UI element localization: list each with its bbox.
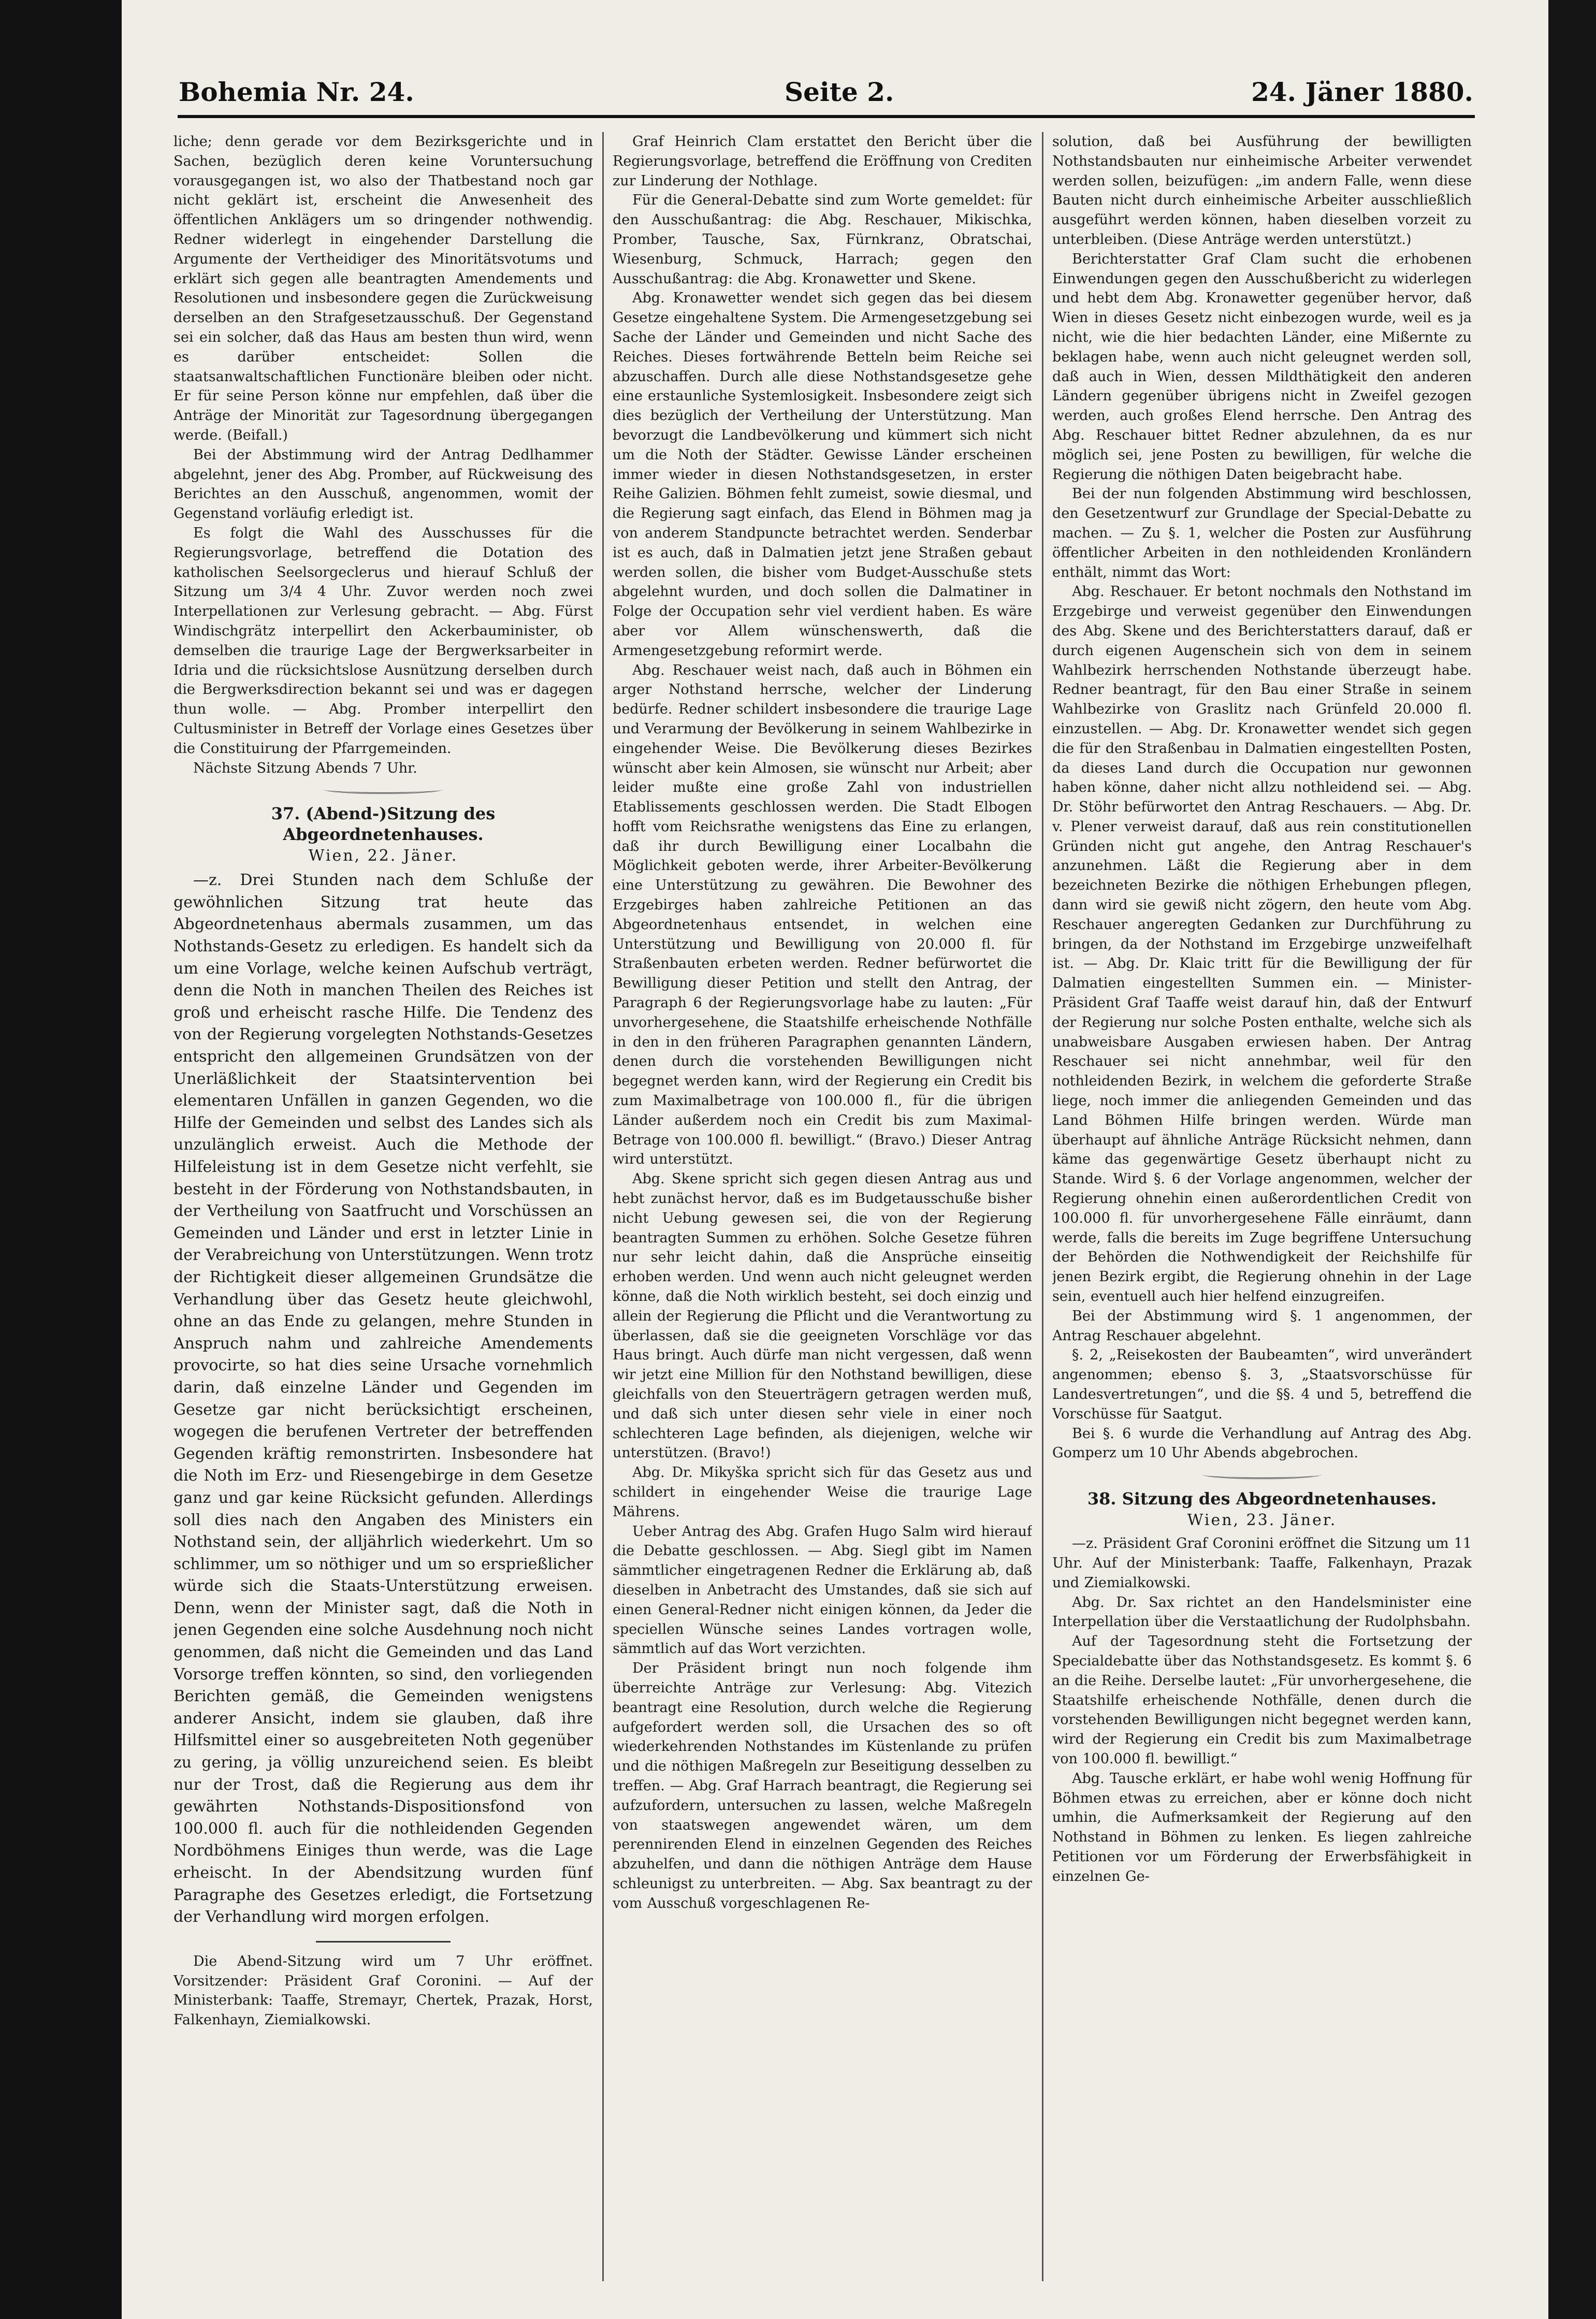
article-paragraph: Graf Heinrich Clam erstattet den Bericht über die Regierungsvorlage, betreffend die Eröffnung von Crediten zur Linderung der Nothlage.	[613, 134, 1032, 189]
column-1	[173, 132, 593, 2281]
section-divider	[1202, 1470, 1322, 1479]
article-paragraph: Berichterstatter Graf Clam sucht die erhobenen Einwendungen gegen den Ausschußbericht zu widerlegen und hebt dem Abg. Kronawetter gegenüber hervor, daß Wien in dieses Gesetz nicht einbezogen wurde, weil es ja nicht, wie die hier bedachten Länder, eine Mißernte zu beklagen habe, wenn auch nicht geleugnet werden soll, daß auch in Wien, dessen Mildthätigkeit den anderen Ländern gegenüber übrigens nicht in Zweifel gezogen werden, auch großes Elend herrsche. Den Antrag des Abg. Reschauer bittet Redner abzulehnen, da es nur möglich sei, jene Posten zu bewilligen, für welche die Regierung die nöthigen Daten beigebracht habe.	[1052, 251, 1472, 483]
section-divider	[324, 785, 443, 794]
article-paragraph: Abg. Skene spricht sich gegen diesen Antrag aus und hebt zunächst hervor, daß es im Budgetausschuße bisher nicht Uebung gewesen sei, die von der Regierung beantragten Summen zu erhöhen. Solche Gesetze führen nur sehr leicht dahin, daß die Ansprüche einseitig erhoben werden. Und wenn auch nicht geleugnet werden könne, daß die Noth wirklich besteht, sei doch einzig und allein der Regierung die Pflicht und die Verantwortung zu überlassen, daß sie die geeigneten Vorschläge vor das Haus bringt. Auch dürfe man nicht vergessen, daß wenn wir jetzt eine Million für den Nothstand bewilligen, diese gleichfalls von den Steuerträgern getragen werden muß, und daß sich unter diesen sehr viele in einer noch schlechteren Lage befinden, als diejenigen, welche wir unterstützen. (Bravo!)	[613, 1171, 1032, 1461]
article-paragraph: Abg. Reschauer. Er betont nochmals den Nothstand im Erzgebirge und verweist gegenüber den Einwendungen des Abg. Skene und des Berichterstatters darauf, daß er durch eigenen Augenschein sich von dem in seinem Wahlbezirk herrschenden Nothstande überzeugt habe. Redner beantragt, für den Bau einer Straße in seinem Wahlbezirke von Graslitz nach Grünfeld 20.000 fl. einzustellen. — Abg. Dr. Kronawetter wendet sich gegen die für den Straßenbau in Dalmatien eingestellten Posten, da dieses Land durch die Occupation nur gewonnen haben könne, daher nicht allzu nothleidend sei. — Abg. Dr. Stöhr befürwortet den Antrag Reschauers. — Abg. Dr. v. Plener verweist darauf, daß aus rein constitutionellen Gründen nicht gut angehe, den Antrag Reschauer's anzunehmen. Läßt die Regierung aber in dem bezeichneten Bezirke die nöthigen Erhebungen pflegen, dann wird sie gewiß nicht zögern, den heute vom Abg. Reschauer angeregten Gedanken zur Durchführung zu bringen, da der Nothstand im Erzgebirge unzweifelhaft ist. — Abg. Dr. Klaic tritt für die Bewilligung der für Dalmatien eingestellten Summen ein. — Minister-Präsident Graf Taaffe weist darauf hin, daß der Entwurf der Regierung nur solche Posten enthalte, welche sich als unabweisbare Ausgaben erwiesen haben. Der Antrag Reschauer sei nicht annehmbar, weil für den nothleidenden Bezirk, in welchem die geforderte Straße liege, noch immer die anliegenden Gemeinden und das Land Böhmen Hilfe bringen werden. Würde man überhaupt auf ähnliche Anträge Rücksicht nehmen, dann käme das gegenwärtige Gesetz überhaupt nicht zu Stande. Wird §. 6 der Vorlage angenommen, welcher der Regierung ohnehin einen außerordentlichen Credit von 100.000 fl. für unvorhergesehene Fälle einräumt, dann werde, falls die bereits im Zuge begriffene Untersuchung der Behörden die Nothwendigkeit der Reichshilfe für jenen Bezirk ergibt, die Regierung ohnehin in der Lage sein, eventuell auch hier helfend einzugreifen.	[1052, 584, 1472, 1305]
article-paragraph: Für die General-Debatte sind zum Worte gemeldet: für den Ausschußantrag: die Abg. Reschauer, Mikischka, Promber, Tausche, Sax, Fürnkranz, Obratschai, Wiesenburg, Schmuck, Harrach; gegen den Ausschußantrag: die Abg. Kronawetter und Skene.	[613, 192, 1032, 287]
column-3	[1052, 132, 1472, 2281]
article-paragraph: Nächste Sitzung Abends 7 Uhr.	[193, 760, 417, 776]
page-header	[179, 77, 1473, 118]
newspaper-page	[122, 0, 1548, 2319]
article-paragraph: Die Abend-Sitzung wird um 7 Uhr eröffnet. Vorsitzender: Präsident Graf Coronini. — Auf der Ministerbank: Taaffe, Stremayr, Chertek, Prazak, Horst, Falkenhayn, Ziemialkowski.	[173, 1953, 593, 2028]
article-paragraph: Bei §. 6 wurde die Verhandlung auf Antrag des Abg. Gomperz um 10 Uhr Abends abgebrochen.	[1052, 1425, 1472, 1461]
header-rule	[178, 115, 1475, 118]
article-paragraph: Bei der Abstimmung wird §. 1 angenommen, der Antrag Reschauer abgelehnt.	[1052, 1308, 1472, 1344]
section-title: 37. (Abend-)Sitzung des Abgeordnetenhauses.	[271, 804, 496, 845]
page-number: Seite 2.	[785, 77, 894, 107]
article-paragraph: Es folgt die Wahl des Ausschusses für die Regierungsvorlage, betreffend die Dotation des katholischen Seelsorgeclerus und hierauf Schluß der Sitzung um 3/4 4 Uhr. Zuvor werden noch zwei Interpellationen zur Verlesung gebracht. — Abg. Fürst Windischgrätz interpellirt den Ackerbauminister, ob demselben die traurige Lage der Bergwerksarbeiter in Idria und die rücksichtslose Ausnützung derselben durch die Bergwerksdirection bekannt sei und was er dagegen thun wolle. — Abg. Promber interpellirt den Cultusminister in Betreff der Vorlage eines Gesetzes über die Constituirung der Pfarrgemeinden.	[173, 525, 593, 757]
article-paragraph: §. 2, „Reisekosten der Baubeamten“, wird unverändert angenommen; ebenso §. 3, „Staatsvorschüsse für Landesvertretungen“, und die §§. 4 und 5, betreffend die Vorschüsse für Saatgut.	[1052, 1347, 1472, 1422]
column-divider	[602, 132, 604, 2281]
article-paragraph: Abg. Dr. Sax richtet an den Handelsminister eine Interpellation über die Verstaatlichung der Rudolphsbahn.	[1052, 1594, 1472, 1630]
section-divider	[316, 1941, 451, 1943]
section-title: 38. Sitzung des Abgeordnetenhauses.	[1087, 1489, 1437, 1509]
article-paragraph: Abg. Dr. Mikyška spricht sich für das Gesetz aus und schildert in eingehender Weise die traurige Lage Mährens.	[613, 1465, 1032, 1520]
article-paragraph: —z. Drei Stunden nach dem Schluße der gewöhnlichen Sitzung trat heute das Abgeordnetenhaus abermals zusammen, um das Nothstands-Gesetz zu erledigen. Es handelt sich da um eine Vorlage, welche keinen Aufschub verträgt, denn die Noth in manchen Theilen des Reiches ist groß und erheischt rasche Hilfe. Die Tendenz des von der Regierung vorgelegten Nothstands-Gesetzes entspricht den allgemeinen Grundsätzen von der Unerläßlichkeit der Staatsintervention bei elementaren Unfällen in ganzen Gegenden, wo die Hilfe der Gemeinden und selbst des Landes sich als unzulänglich erweist. Auch die Methode der Hilfeleistung ist in dem Gesetze nicht verfehlt, sie besteht in der Förderung von Nothstandsbauten, in der Vertheilung von Saatfrucht und Vorschüssen an Gemeinden und Länder und erst in letzter Linie in der Verabreichung von Unterstützungen. Wenn trotz der Richtigkeit dieser allgemeinen Grundsätze die Verhandlung über das Gesetz heute gleichwohl, ohne an das Ende zu gelangen, mehre Stunden in Anspruch nahm und zahlreiche Amendements provocirte, so hat dies seine Ursache vornehmlich darin, daß einzelne Länder und Gegenden im Gesetze gar nicht berücksichtigt erscheinen, wogegen die berufenen Vertreter der betreffenden Gegenden kräftig remonstrirten. Insbesondere hat die Noth im Erz- und Riesengebirge in dem Gesetze ganz und gar keine Rücksicht gefunden. Allerdings soll dies nach den Angaben des Ministers ein Nothstand sein, der alljährlich wiederkehrt. Um so schlimmer, um so nöthiger und um so ersprießlicher würde sich die Staats-Unterstützung erweisen. Denn, wenn der Minister sagt, daß die Noth in jenen Gegenden eine solche Ausdehnung noch nicht genommen, daß nicht die Gemeinden und das Land Vorsorge treffen könnten, so sind, den vorliegenden Berichten gemäß, die Gemeinden wenigstens anderer Ansicht, indem sie glauben, daß ihre Hilfsmittel einer so ausgebreiteten Noth gegenüber zu gering, ja völlig unzureichend seien. Es bleibt nur der Trost, daß die Regierung aus dem ihr gewährten Nothstands-Dispositionsfond von 100.000 fl. auch für die nothleidenden Gegenden Nordböhmens Einiges thun werde, was die Lage erheischt. In der Abendsitzung wurden fünf Paragraphe des Gesetzes erledigt, die Fortsetzung der Verhandlung wird morgen erfolgen.	[173, 871, 593, 1926]
article-paragraph: Der Präsident bringt nun noch folgende ihm überreichte Anträge zur Verlesung: Abg. Vitezich beantragt eine Resolution, durch welche die Regierung aufgefordert werden soll, die Ursachen des so oft wiederkehrenden Nothstandes im Küstenlande zu prüfen und die nöthigen Maßregeln zur Beseitigung desselben zu treffen. — Abg. Graf Harrach beantragt, die Regierung sei aufzufordern, untersuchen zu lassen, welche Maßregeln von staatswegen angewendet wären, um dem perennirenden Elend in einzelnen Gegenden des Reiches abzuhelfen, und dann die nöthigen Anträge dem Hause schleunigst zu unterbreiten. — Abg. Sax beantragt zu der vom Ausschuß vorgeschlagenen Re-	[613, 1660, 1032, 1911]
issue-date: 24. Jäner 1880.	[1251, 77, 1473, 107]
article-paragraph: Bei der Abstimmung wird der Antrag Dedlhammer abgelehnt, jener des Abg. Promber, auf Rückweisung des Berichtes an den Ausschuß, angenommen, womit der Gegenstand vorläufig erledigt ist.	[173, 446, 593, 522]
masthead-issue: Bohemia Nr. 24.	[179, 77, 414, 107]
section-dateline: Wien, 23. Jäner.	[1187, 1511, 1337, 1530]
section-dateline: Wien, 22. Jäner.	[308, 847, 458, 865]
article-paragraph: Abg. Kronawetter wendet sich gegen das bei diesem Gesetze eingehaltene System. Die Armengesetzgebung sei Sache der Länder und Gemeinden und nicht Sache des Reiches. Dieses fortwährende Betteln beim Reiche sei abzuschaffen. Durch alle diese Nothstandsgesetze gehe eine erstaunliche Systemlosigkeit. Insbesondere zeigt sich dies bezüglich der Vertheilung der Unterstützung. Man bevorzugt die Landbevölkerung und kümmert sich nicht um die Noth der Städter. Gewisse Länder erscheinen immer wieder in diesen Nothstandsgesetzen, in erster Reihe Galizien. Böhmen fehlt zumeist, sowie diesmal, und die Regierung sagt einfach, das Elend in Böhmen mag ja von anderem Standpuncte betrachtet werden. Senderbar ist es auch, daß in Dalmatien jetzt jene Straßen gebaut werden sollen, die bisher vom Budget-Ausschuße stets abgelehnt wurden, und doch sollen die Dalmatiner in Folge der Occupation sehr viel verdient haben. Es wäre aber vor Allem wünschenswerth, daß die Armengesetzgebung reformirt werde.	[613, 290, 1032, 659]
article-paragraph: solution, daß bei Ausführung der bewilligten Nothstandsbauten nur einheimische Arbeiter verwendet werden sollen, beizufügen: „im andern Falle, wenn diese Bauten nicht durch einheimische Arbeiter ausschließlich ausgeführt werden können, haben dieselben vorzeit zu unterbleiben. (Diese Anträge werden unterstützt.)	[1052, 134, 1472, 248]
article-paragraph: Auf der Tagesordnung steht die Fortsetzung der Specialdebatte über das Nothstandsgesetz. Es kommt §. 6 an die Reihe. Derselbe lautet: „Für unvorhergesehene, die Staatshilfe erheischende Nothfälle, denen durch die vorstehenden Bewilligungen nicht begegnet werden kann, wird der Regierung ein Credit bis zum Maximalbetrage von 100.000 fl. bewilligt.“	[1052, 1633, 1472, 1767]
page-binding-shadow	[0, 0, 122, 2319]
page-edge-shadow	[1548, 0, 1596, 2319]
article-paragraph: Abg. Tausche erklärt, er habe wohl wenig Hoffnung für Böhmen etwas zu erreichen, aber er könne doch nicht umhin, die Aufmerksamkeit der Regierung auf den Nothstand in Böhmen zu lenken. Es liegen zahlreiche Petitionen vor um Förderung der Erwerbsfähigkeit in einzelnen Ge-	[1052, 1770, 1472, 1885]
column-2	[613, 132, 1032, 2281]
article-paragraph: Bei der nun folgenden Abstimmung wird beschlossen, den Gesetzentwurf zur Grundlage der Special-Debatte zu machen. — Zu §. 1, welcher die Posten zur Ausführung öffentlicher Arbeiten in den nothleidenden Kronländern enthält, nimmt das Wort:	[1052, 486, 1472, 581]
article-paragraph: Ueber Antrag des Abg. Grafen Hugo Salm wird hierauf die Debatte geschlossen. — Abg. Siegl gibt im Namen sämmtlicher eingetragenen Redner die Erklärung ab, daß dieselben in Anbetracht des Umstandes, daß sie sich auf einen General-Redner nicht einigen können, da Jeder die speciellen Wünsche seines Landes vortragen wolle, sämmtlich auf das Wort verzichten.	[613, 1523, 1032, 1657]
column-divider	[1042, 132, 1043, 2281]
article-paragraph: Abg. Reschauer weist nach, daß auch in Böhmen ein arger Nothstand herrsche, welcher der Linderung bedürfe. Redner schildert insbesondere die traurige Lage und Verarmung der Bevölkerung in seinem Wahlbezirke in eingehender Weise. Die Bevölkerung dieses Bezirkes wünscht aber kein Almosen, sie wünscht nur Arbeit; aber leider mußte eine große Zahl von industriellen Etablissements geschlossen werden. Die Stadt Elbogen hofft vom Reichsrathe wenigstens das Eine zu erlangen, daß ihr durch Bewilligung einer Localbahn die Möglichkeit geboten werde, ihrer Arbeiter-Bevölkerung eine Unterstützung zu gewähren. Die Bewohner des Erzgebirges haben zahlreiche Petitionen an das Abgeordnetenhaus entsendet, in welchen eine Unterstützung und Bewilligung von 20.000 fl. für Straßenbauten erbeten werden. Redner befürwortet die Bewilligung dieser Petition und stellt den Antrag, der Paragraph 6 der Regierungsvorlage habe zu lauten: „Für unvorhergesehene, die Staatshilfe erheischende Nothfälle in den in den früheren Paragraphen genannten Ländern, denen durch die vorstehenden Bewilligungen nicht begegnet werden kann, wird der Regierung ein Credit bis zum Maximalbetrage von 100.000 fl., für die übrigen Länder außerdem noch ein Credit bis zum Maximal-Betrage von 100.000 fl. bewilligt.“ (Bravo.) Dieser Antrag wird unterstützt.	[613, 662, 1032, 1168]
article-paragraph: —z. Präsident Graf Coronini eröffnet die Sitzung um 11 Uhr. Auf der Ministerbank: Taaffe, Falkenhayn, Prazak und Ziemialkowski.	[1052, 1535, 1472, 1591]
article-paragraph: liche; denn gerade vor dem Bezirksgerichte und in Sachen, bezüglich deren keine Voruntersuchung vorausgegangen ist, wo also der Thatbestand noch gar nicht geklärt ist, erscheint die Anwesenheit des öffentlichen Anklägers um so dringender nothwendig. Redner widerlegt in eingehender Darstellung die Argumente der Vertheidiger des Minoritätsvotums und erklärt sich gegen alle beantragten Amendements und Resolutionen und insbesondere gegen die Zurückweisung derselben an den Strafgesetzausschuß. Der Gegenstand sei ein solcher, daß das Haus am besten thun wird, wenn es darüber entscheidet: Sollen die staatsanwaltschaftlichen Functionäre bleiben oder nicht. Er für seine Person könne nur empfehlen, daß über die Anträge der Minorität zur Tagesordnung übergegangen werde. (Beifall.)	[173, 134, 593, 443]
